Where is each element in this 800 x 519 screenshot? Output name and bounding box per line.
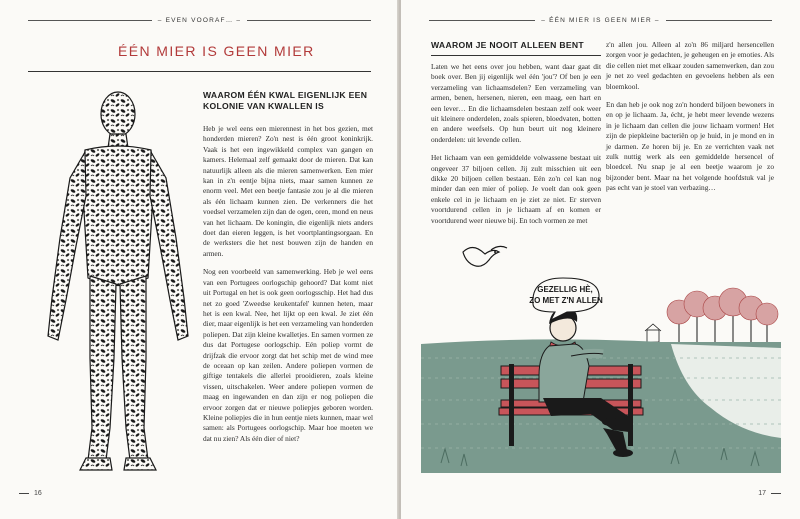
- page-number-label: 16: [34, 490, 42, 497]
- tree-grove: [645, 288, 778, 343]
- speech-text-line2: ZO MET Z'N ALLEN: [529, 296, 603, 305]
- paragraph: Het lichaam van een gemiddelde volwassene bestaat uit ongeveer 37 biljoen cellen. Jij zult misschien uit een dikke 20 biljoen cellen bestaan. Eén zo'n cel kan nog minder dan een mier of poliep. Je voelt dan ook geen enkele cel in je lichaam en je ziet ze niet. Er sterven voortdurend cellen in je lichaam af en komen er voortdurend weer nieuwe bij. En toch vormen ze met: [431, 153, 601, 225]
- section-subheading: WAAROM JE NOOIT ALLEEN BENT: [431, 40, 601, 56]
- running-head-label: – ÉÉN MIER IS GEEN MIER –: [541, 16, 660, 24]
- paragraph: z'n allen jou. Alleen al zo'n 86 miljard hersencellen zorgen voor je gedachten, je geheugen en je emoties. Als die cellen niet met elkaar zouden samenwerken, dan zou je net zo veel gedachten en gevoelens hebben als een bloemkool.: [606, 40, 774, 91]
- park-bench-illustration: [421, 238, 781, 473]
- page-number-right: [758, 490, 786, 497]
- running-head-label: – EVEN VOORAF… –: [157, 16, 242, 24]
- paragraph: Laten we het eens over jou hebben, want daar gaat dit boek over. Ben jij eigenlijk wel één 'jou'? Of ben je een verzameling van lichaamsdelen? Een verzameling van armen, benen, hersenen, nieren, een maag, een hart en een lever… En die lichaamsdelen bestaan zelf ook weer uit kleinere onderdelen, zoals spieren, bloedvaten, botten en andere weefsels. Op hun beurt uit nog kleinere onderdelen: uit levende cellen.: [431, 62, 601, 144]
- body-of-creatures-illustration: [40, 88, 195, 478]
- chapter-title: ÉÉN MIER IS GEEN MIER: [118, 43, 315, 59]
- running-head: [429, 14, 772, 26]
- section-subheading: WAAROM ÉÉN KWAL EIGENLIJK EEN KOLONIE VAN KWALLEN IS: [203, 90, 368, 111]
- speech-text-line1: GEZELLIG HÈ,: [537, 285, 593, 294]
- chapter-rule: [28, 71, 371, 72]
- body-text: [431, 62, 601, 226]
- right-text-column-2: [606, 40, 774, 202]
- bird-icon: [463, 246, 507, 266]
- left-text-column: [203, 90, 373, 452]
- running-head: [28, 14, 371, 26]
- page-number-label: 17: [758, 490, 766, 497]
- left-page: [0, 0, 399, 519]
- paragraph: En dan heb je ook nog zo'n honderd biljoen bewoners in en op je lichaam. Ja, écht, je hebt meer levende wezens in je lichaam dan cellen die jouw lichaam vormen! Het zijn de piepkleine bacteriën op je huid, in je mond en in je darmen. Ze horen bij je. En ze verrichten vaak net zulk nuttig werk als een gemiddelde hersencel of bloedcel. Nu snap je al een beetje waarom je zo bijzonder bent. Maar na het volgende hoofdstuk val je pas echt van je stoel van verbazing…: [606, 100, 774, 193]
- right-text-column-1: [431, 40, 601, 234]
- right-page: [401, 0, 800, 519]
- paragraph: Heb je wel eens een mierennest in het bos gezien, met honderden mieren? Zo'n nest is één groot koninkrijk. Vaak is het een ingewikkeld complex van gangen en kamers. Helemaal zelf gemaakt door de mieren. Dat kan natuurlijk alleen als die mieren samenwerken. Een mier kan in z'n eentje bijna niets, maar samen kunnen ze enorm veel. Met een beetje fantasie zou je al die mieren als één lichaam kunnen zien. De verkenners die het voedsel verzamelen zijn dan de ogen, oren, mond en neus van het lichaam. De koningin, die eigenlijk niets anders doet dan eieren leggen, is het voortplantingsorgaan. En de werksters die het nest bouwen zijn de handen en armen.: [203, 124, 373, 258]
- paragraph: Nog een voorbeeld van samenwerking. Heb je wel eens van een Portugees oorlogschip gehoord? Dat komt niet uit Portugal en het is ook geen oorlogsschip. Het had dus net zo goed 'Zweedse keukentafel' kunnen heten, maar het is een kwal. Nee, het lijkt op een kwal. Je ziet één dier, maar eigenlijk is het een verzameling van honderden poliepen. Dat zijn kleine kwalletjes. En samen vormen ze dus dat Portugese oorlogschip. Eén poliep vormt de drijfzak die ervoor zorgt dat het schip met de wind mee de oceaan op kan zeilen. Andere poliepen vormen de giftige tentakels die allerlei prooidieren, zoals kleine vissen, uitschakelen. Weer andere poliepen vormen de maag en ingewanden en dan zijn er nog poliepen die ervoor zorgen dat er nieuwe poliepjes geboren worden. Kleine poliepjes die in hun eentje niets kunnen, maar wel samen: als Portugees oorlogschip. Maar hoe moeten we dat nu zien? Als één dier of niet?: [203, 267, 373, 443]
- body-text: [203, 124, 373, 444]
- body-text: [606, 40, 774, 194]
- page-number-left: [14, 490, 42, 497]
